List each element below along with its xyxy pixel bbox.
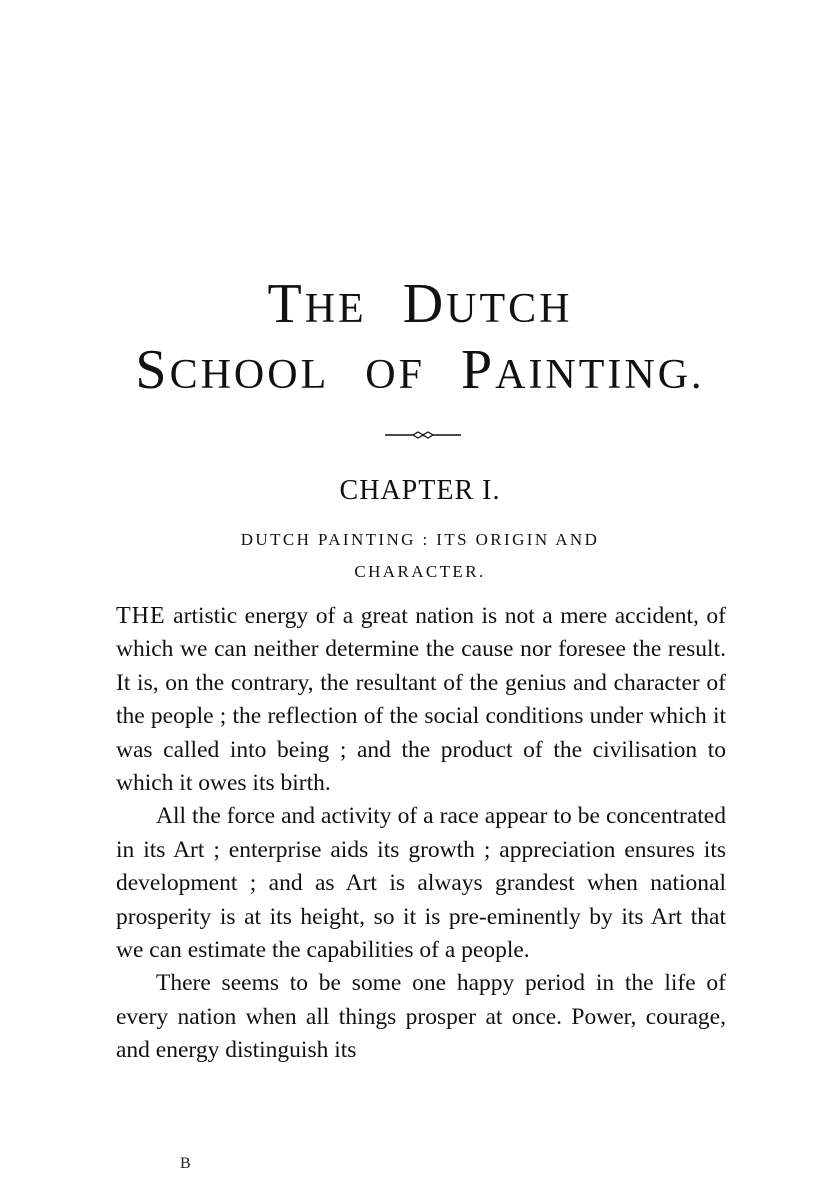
book-title-line-1 [0, 272, 840, 336]
body-text [116, 600, 726, 1068]
chapter-heading: CHAPTER I. [339, 475, 501, 506]
paragraph-1 [116, 600, 726, 800]
title-word-of: OF [365, 352, 425, 398]
chapter-subtitle-line-1: DUTCH PAINTING : ITS ORIGIN AND [240, 530, 600, 549]
title-word-dutch: DUTCH [402, 273, 573, 335]
paragraph-3: There seems to be some one happy period in the life of every nation when all things prosper at once. Power, courage, and energy distinguish its [116, 970, 726, 1064]
paragraph-lead-word: THE [116, 603, 166, 629]
book-title-line-2 [0, 338, 840, 402]
signature-mark: B [180, 1155, 191, 1172]
paragraph-1-text: artistic energy of a great nation is not a mere accident, of which we can neither determine the cause nor foresee the result. It is, on the contrary, the resultant of the genius and character of the people ; the reflection of the social conditions under which it was called into being ; and the product of the civilisation to which it owes its birth. [116, 603, 726, 797]
title-word-school: SCHOOL [135, 339, 330, 401]
title-word-the: THE [267, 273, 367, 335]
chapter-subtitle-line-2: CHARACTER. [354, 562, 486, 581]
paragraph-2: All the force and activity of a race appear to be concentrated in its Art ; enterprise aids its growth ; appreciation ensures its development ; and as Art is always grandest when national prosperity is at its height, so it is pre-eminently by its Art that we can estimate the capabilities of a people. [116, 803, 726, 964]
title-word-painting: PAINTING. [460, 339, 705, 401]
ornament-divider-icon [383, 427, 463, 443]
